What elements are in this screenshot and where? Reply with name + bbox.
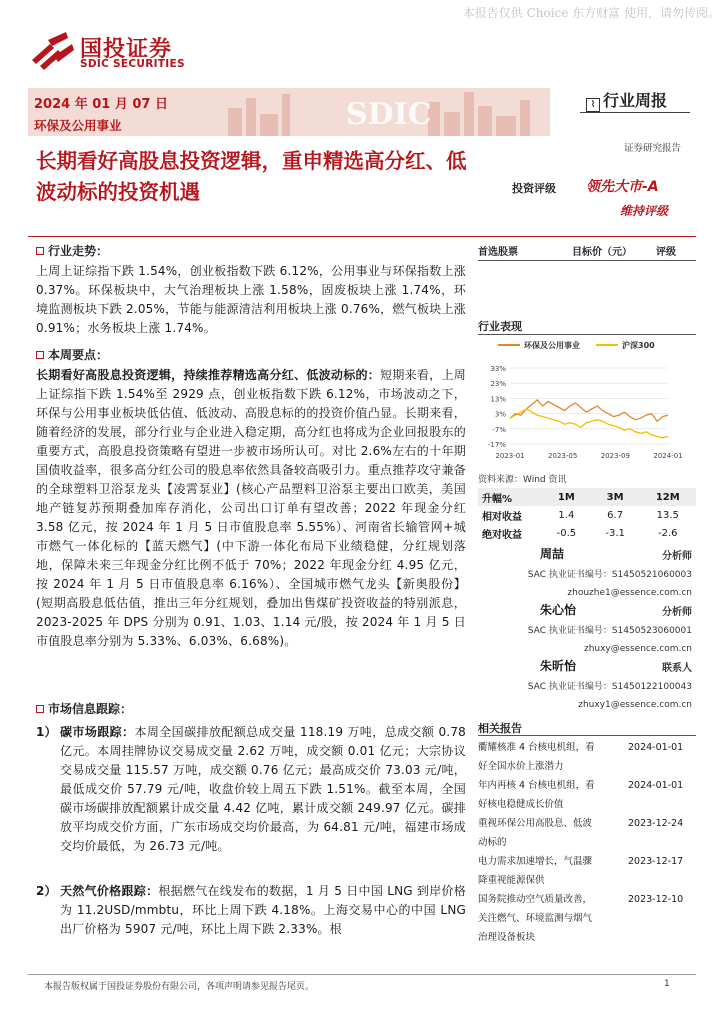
- related-report-link[interactable]: 年内再核 4 台核电机组，看 好核电稳健成长价值 2024-01-01: [478, 780, 684, 810]
- related-title: 相关报告: [478, 722, 522, 735]
- analyst-name: 朱心怡: [540, 603, 577, 617]
- legend-label-1: 沪深300: [622, 341, 655, 350]
- analyst-card: 朱昕怡 联系人 SAC 执业证书编号：S1450122100043 zhuxy1@essence.com.cn: [478, 657, 696, 710]
- x-tick-label: 2023-09: [600, 452, 630, 460]
- related-rule: [478, 735, 696, 736]
- trend-heading: 行业走势：: [36, 242, 108, 259]
- footer-disclaimer: 本报告版权属于国投证券股份有限公司，各项声明请参见报告尾页。: [44, 982, 315, 992]
- table-row: 相对收益 1.4 6.7 13.5: [482, 509, 679, 523]
- trend-paragraph: 上周上证综指下跌 1.54%，创业板指数下跌 6.12%，公用事业与环保指数上涨 0.37%。环保板块中，大气治理板块上涨 1.58%，固废板块上涨 1.74%，环境监测板块下跌 2.05%，节能与能源清洁利用板块上涨 0.76%，燃气板块上涨 0.91%；水务板块上涨 1.74%。: [36, 264, 466, 335]
- report-title: 长期看好高股息投资逻辑，重申精选高分红、低波动标的投资机遇: [36, 149, 467, 204]
- item-2-num: 2）: [36, 884, 57, 898]
- gas-paragraph: 天然气价格跟踪：根据燃气在线发布的数据，1 月 5 日中国 LNG 到岸价格为 11.2USD/mmbtu，环比上周下跌 4.18%。上海交易中心的中国 LNG 出厂价格为 5907 元/吨，环比上周下跌 2.33%。根: [60, 884, 466, 936]
- research-label: 证券研究报告: [624, 143, 682, 154]
- analyst-email: zhuxy1@essence.com.cn: [578, 700, 692, 710]
- y-tick-label: 23%: [490, 380, 506, 389]
- item-1-num: 1）: [36, 725, 57, 739]
- analyst-card: 周喆 分析师 SAC 执业证书编号：S1450521060003 zhouzhe1@essence.com.cn: [478, 545, 696, 598]
- market-heading: 市场信息跟踪：: [36, 700, 132, 717]
- table-header-row: 升幅% 1M 3M 12M: [478, 488, 696, 506]
- trend-chart-icon: ⌇: [586, 98, 600, 112]
- related-report-link[interactable]: 电力需求加速增长，气温骤 降重视能源保供 2023-12-17: [478, 856, 684, 886]
- y-tick-label: 13%: [490, 395, 506, 404]
- x-tick-label: 2023-01: [495, 452, 525, 460]
- points-paragraph: 长期看好高股息投资逻辑，持续推荐精选高分红、低波动标的：短期来看，上周上证综指下跌 1.54%至 2929 点，创业板指数下跌 6.12%，市场波动之下，环保与公用事业板块低估值、低波动、高股息标的的投资价值凸显。长期来看，随着经济的发展，部分行业与企业进入稳定期，高分红也将成为企业回报股东的重要方式，高股息投资策略有望进一步被市场所认可。对比 2.6%左右的十年期国债收益率，很多高分红公司的股息率依然具备较高吸引力。重点推荐攻守兼备的全球塑料卫浴泵龙头【凌霄泵业】(核心产品塑料卫浴泵主要出口欧美，美国地产链复苏预期叠加库存消化，公司出口订单有望改善；2022 年现金分红 3.58 亿元，按 2024 年 1 月 5 日市值股息率 5.55%）、河南省长输管网+城市燃气一体化标的【蓝天燃气】(中下游一体化布局下业绩稳健，分红规划落地，保障未来三年现金分红比例不低于 70%；2022 年现金分红 4.95 亿元，按 2024 年 1 月 5 日市值股息率 6.16%）、全国城市燃气龙头【新奥股份】(短期高股息低估值，推出三年分红规划，叠加出售煤矿投资收益的特别派息，2023-2025 年 DPS 分别为 0.91、1.03、1.14 元/股，按 2024 年 1 月 5 日市值股息率分别为 5.33%、6.03%、6.68%)。: [36, 368, 466, 648]
- y-tick-label: -7%: [492, 425, 506, 434]
- sdic-logo-icon: [28, 30, 76, 74]
- report-industry: 环保及公用事业: [34, 118, 122, 133]
- report-date: 2024 年 01 月 07 日: [34, 97, 168, 112]
- brand-name-cn: 国投证券: [80, 37, 173, 62]
- analyst-email: zhuxy@essence.com.cn: [583, 644, 692, 654]
- perf-title: 行业表现: [478, 320, 522, 333]
- legend-label-0: 环保及公用事业: [524, 341, 580, 350]
- page-number: 1: [664, 979, 670, 989]
- carbon-paragraph: 碳市场跟踪：本周全国碳排放配额总成交量 118.19 万吨，总成交额 0.78 亿元。本周挂牌协议交易成交量 2.62 万吨，成交额 0.01 亿元；大宗协议交易成交量 115.57 万吨，成交额 0.76 亿元；最高成交价 73.03 元/吨，最低成交价 57.79 元/吨，收盘价较上周五下跌 1.51%。截至本周，全国碳市场碳排放配额累计成交量 4.42 亿吨，累计成交额 249.97 亿元。碳排放平均成交价方面，广东市场成交均价最高，为 64.81 元/吨，福建市场成交均价最低，为 26.73 元/吨。: [60, 725, 466, 853]
- perf-rule: [478, 334, 696, 335]
- perf-table: [478, 488, 696, 542]
- header-banner: [28, 88, 550, 136]
- rating-sub: 维持评级: [620, 204, 669, 218]
- x-tick-label: 2024-01: [653, 452, 683, 460]
- rating-label: 投资评级: [512, 182, 556, 195]
- y-tick-label: -17%: [487, 441, 506, 449]
- points-heading: 本周要点：: [36, 346, 108, 363]
- section-bullet-icon: [36, 351, 44, 359]
- series-line-0: [510, 400, 668, 421]
- banner-mark: SDIC: [346, 97, 432, 132]
- rating-value: 领先大市-A: [586, 179, 659, 195]
- related-report-link[interactable]: 重视环保公用高股息、低波 动标的 2023-12-24: [478, 818, 684, 848]
- points-lead: 长期看好高股息投资逻辑，持续推荐精选高分红、低波动标的：: [36, 368, 381, 382]
- analyst-name: 朱昕怡: [540, 659, 577, 673]
- y-tick-label: 33%: [490, 365, 506, 373]
- watermark: 本报告仅供 Choice 东方财富 使用，请勿传阅。: [462, 6, 720, 20]
- x-tick-label: 2023-05: [548, 452, 578, 460]
- perf-chart: [478, 338, 696, 462]
- analyst-email: zhouzhe1@essence.com.cn: [567, 588, 692, 598]
- related-report-link[interactable]: 国务院推动空气质量改善， 关注燃气、环境监测与烟气 治理设备板块 2023-12-10: [478, 894, 684, 943]
- header-rule: [28, 236, 696, 237]
- brand-name-en: SDIC SECURITIES: [80, 58, 185, 70]
- report-type-rule: [580, 112, 690, 113]
- analyst-card: 朱心怡 分析师 SAC 执业证书编号：S1450523060001 zhuxy@essence.com.cn: [478, 601, 696, 654]
- report-type: ⌇ 行业周报: [586, 88, 667, 112]
- table-row: 绝对收益 -0.5 -3.1 -2.6: [482, 527, 678, 541]
- picks-rule: [478, 260, 696, 261]
- footer-rule: [28, 974, 696, 975]
- analyst-name: 周喆: [540, 547, 565, 561]
- perf-source: 资料来源：Wind 资讯: [478, 475, 567, 485]
- section-bullet-icon: [36, 705, 44, 713]
- picks-header: 首选股票 目标价（元） 评级: [478, 247, 676, 258]
- section-bullet-icon: [36, 247, 44, 255]
- related-report-link[interactable]: 衢耀核准 4 台核电机组，看 好全国水价上涨潜力 2024-01-01: [478, 742, 684, 772]
- y-tick-label: 3%: [494, 410, 506, 419]
